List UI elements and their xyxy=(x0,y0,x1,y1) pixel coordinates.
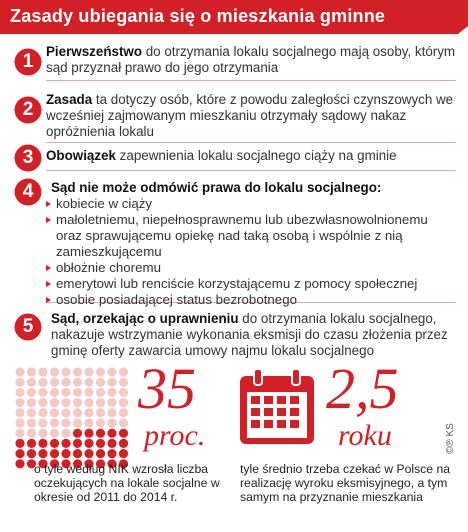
matrix-dot xyxy=(96,439,105,448)
matrix-dot xyxy=(50,418,59,427)
matrix-dot xyxy=(27,408,36,417)
matrix-dot xyxy=(84,367,93,376)
matrix-dot xyxy=(50,398,59,407)
matrix-dot xyxy=(27,429,36,438)
matrix-dot xyxy=(73,388,82,397)
matrix-dot xyxy=(73,367,82,376)
matrix-dot xyxy=(15,439,24,448)
matrix-dot xyxy=(50,378,59,387)
rule-body: do otrzymania lokalu socjalnego, nakazuje wstrzymanie wykonania eksmisji do czasu złożenia przez gminę oferty zawarcia umowy najmu lokalu socjalnego xyxy=(51,311,448,358)
matrix-dot xyxy=(61,418,70,427)
matrix-dot xyxy=(119,449,128,458)
matrix-dot xyxy=(107,439,116,448)
exemption-list xyxy=(46,196,456,308)
matrix-dot xyxy=(84,378,93,387)
matrix-dot xyxy=(84,449,93,458)
matrix-dot xyxy=(107,408,116,417)
rule-text-box xyxy=(46,311,456,359)
matrix-dot xyxy=(96,429,105,438)
matrix-dot xyxy=(27,439,36,448)
stat-right-unit: roku xyxy=(338,419,392,452)
matrix-dot xyxy=(84,388,93,397)
matrix-dot xyxy=(73,418,82,427)
matrix-dot xyxy=(27,449,36,458)
rule-text xyxy=(46,148,456,164)
matrix-dot xyxy=(38,449,47,458)
matrix-dot xyxy=(15,398,24,407)
matrix-dot xyxy=(107,449,116,458)
matrix-dot xyxy=(38,429,47,438)
matrix-dot xyxy=(119,367,128,376)
title-banner xyxy=(0,0,468,34)
matrix-dot xyxy=(15,429,24,438)
rule-body: ta dotyczy osób, które z powodu zaległości czynszowych we wcześniej zajmowanym mieszkaniu otrzymały sądowy nakaz opróżnienia lokalu xyxy=(46,92,454,139)
rule-text-box xyxy=(46,180,456,307)
matrix-dot xyxy=(15,367,24,376)
matrix-dot xyxy=(96,408,105,417)
stat-right-caption: tyle średnio trzeba czekać w Polsce na realizację wyroku eksmisyjnego, a tym samym na przyznanie mieszkania xyxy=(240,462,450,504)
matrix-dot xyxy=(38,388,47,397)
stat-left-value: 35 xyxy=(138,356,196,421)
matrix-dot xyxy=(119,388,128,397)
rule-body: do otrzymania lokalu socjalnego mają osoby, którym sąd przyznał prawo do jego otrzymania xyxy=(46,44,456,75)
matrix-dot xyxy=(107,367,116,376)
list-item: kobiecie w ciąży xyxy=(46,196,456,212)
number-badge-label: 2 xyxy=(22,99,34,120)
matrix-dot xyxy=(96,418,105,427)
matrix-dot xyxy=(50,408,59,417)
matrix-dot xyxy=(84,418,93,427)
page-title: Zasady ubiegania się o mieszkania gminne xyxy=(10,6,386,26)
matrix-dot xyxy=(15,449,24,458)
list-item: obłożnie choremu xyxy=(46,260,456,276)
matrix-dot xyxy=(61,429,70,438)
matrix-dot xyxy=(61,408,70,417)
matrix-dot xyxy=(38,367,47,376)
matrix-dot xyxy=(38,439,47,448)
matrix-dot xyxy=(15,408,24,417)
rule-lead: Pierwszeństwo xyxy=(46,44,142,59)
matrix-dot xyxy=(61,398,70,407)
matrix-dot xyxy=(73,378,82,387)
matrix-dot xyxy=(38,418,47,427)
matrix-dot xyxy=(73,449,82,458)
matrix-dot xyxy=(50,439,59,448)
number-badge-5 xyxy=(14,313,42,341)
matrix-dot xyxy=(38,398,47,407)
matrix-dot xyxy=(61,439,70,448)
matrix-dot xyxy=(84,429,93,438)
number-badge-1 xyxy=(14,48,42,76)
matrix-dot xyxy=(73,408,82,417)
matrix-dot xyxy=(50,429,59,438)
matrix-dot xyxy=(27,367,36,376)
rule-text-box xyxy=(46,92,456,143)
matrix-dot xyxy=(50,388,59,397)
credit-text: ©℗ KS xyxy=(445,423,456,454)
matrix-dot xyxy=(96,378,105,387)
matrix-dot xyxy=(119,418,128,427)
matrix-dot xyxy=(73,439,82,448)
matrix-dot xyxy=(50,449,59,458)
list-item: małoletniemu, niepełnosprawnemu lub ubezwłasnowolnionemu oraz sprawującemu opiekę nad taką osobą i wspólnie z nią zamieszkującemu xyxy=(46,212,456,260)
matrix-dot xyxy=(61,388,70,397)
matrix-dot xyxy=(73,429,82,438)
number-badge-4 xyxy=(14,178,42,206)
rule-text xyxy=(51,180,456,196)
matrix-dot xyxy=(107,378,116,387)
matrix-dot xyxy=(15,418,24,427)
number-badge-3 xyxy=(14,144,42,172)
list-item: emerytowi lub renciście korzystającemu z pomocy społecznej xyxy=(46,276,456,292)
number-badge-label: 3 xyxy=(22,147,34,168)
rule-lead: Zasada xyxy=(46,92,93,107)
number-badge-2 xyxy=(14,96,42,124)
matrix-dot xyxy=(119,378,128,387)
matrix-dot xyxy=(27,398,36,407)
matrix-dot xyxy=(119,429,128,438)
rule-text-box xyxy=(46,44,456,81)
credit-mark xyxy=(445,398,461,458)
dot-matrix-icon xyxy=(14,366,134,474)
matrix-dot xyxy=(84,398,93,407)
stats-section xyxy=(0,356,468,532)
list-item: osobie posiadającej status bezrobotnego xyxy=(46,292,456,308)
matrix-dot xyxy=(61,449,70,458)
matrix-dot xyxy=(15,388,24,397)
matrix-dot xyxy=(107,388,116,397)
matrix-dot xyxy=(119,408,128,417)
matrix-dot xyxy=(15,378,24,387)
rule-lead: Obowiązek xyxy=(46,148,116,163)
number-badge-label: 5 xyxy=(22,316,34,337)
stat-left-caption: o tyle według NIK wzrosła liczba oczekujących na lokale socjalne w okresie od 2011 do 2014 r. xyxy=(34,462,220,504)
matrix-dot xyxy=(96,449,105,458)
rule-text-box xyxy=(46,148,456,171)
matrix-dot xyxy=(107,429,116,438)
stat-left-unit: proc. xyxy=(144,419,206,452)
matrix-dot xyxy=(119,398,128,407)
rule-lead: Sąd nie może odmówić prawa do lokalu socjalnego: xyxy=(51,180,382,195)
matrix-dot xyxy=(27,418,36,427)
matrix-dot xyxy=(27,388,36,397)
matrix-dot xyxy=(38,378,47,387)
matrix-dot xyxy=(107,398,116,407)
rule-body: zapewnienia lokalu socjalnego ciąży na gminie xyxy=(115,148,397,163)
matrix-dot xyxy=(84,408,93,417)
rule-text xyxy=(46,44,456,76)
calendar-icon xyxy=(238,368,316,446)
matrix-dot xyxy=(84,439,93,448)
matrix-dot xyxy=(96,388,105,397)
matrix-dot xyxy=(107,418,116,427)
matrix-dot xyxy=(27,378,36,387)
matrix-dot xyxy=(119,439,128,448)
number-badge-label: 4 xyxy=(22,181,34,202)
matrix-dot xyxy=(38,408,47,417)
matrix-dot xyxy=(61,378,70,387)
matrix-dot xyxy=(61,367,70,376)
matrix-dot xyxy=(96,367,105,376)
matrix-dot xyxy=(96,398,105,407)
stat-right-value: 2,5 xyxy=(326,356,399,421)
matrix-dot xyxy=(50,367,59,376)
rule-text xyxy=(46,92,456,140)
rule-lead: Sąd, orzekając o uprawnieniu xyxy=(51,311,239,326)
matrix-dot xyxy=(73,398,82,407)
rule-text xyxy=(51,311,456,359)
matrix-dot xyxy=(15,459,24,468)
number-badge-label: 1 xyxy=(22,51,34,72)
